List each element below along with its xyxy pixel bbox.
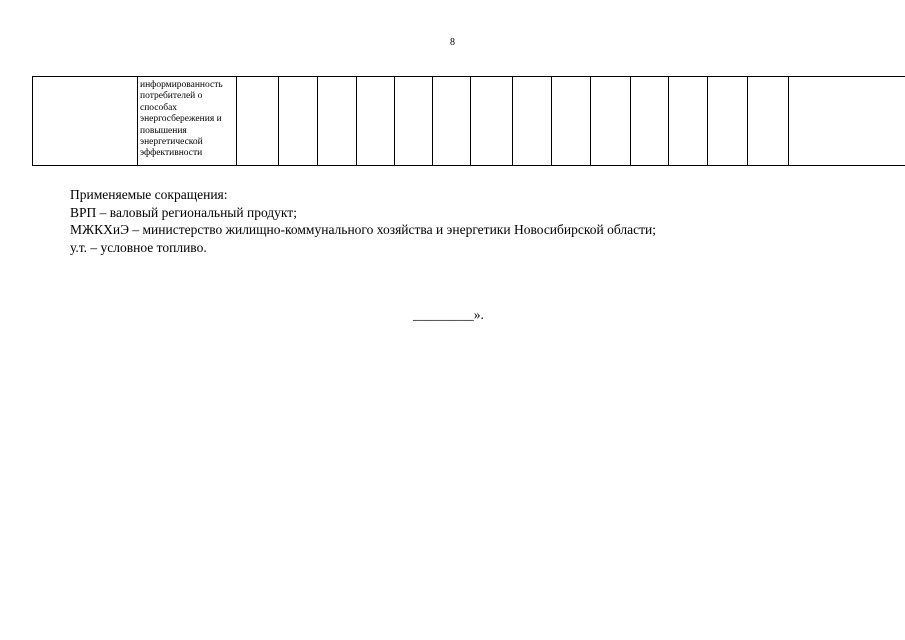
abbreviations-section [70,186,656,256]
abbreviation-item: ВРП – валовый региональный продукт; [70,204,297,220]
indicator-line: эффективности [140,148,203,159]
table-cell [748,77,789,166]
page-number: 8 [450,37,455,48]
table-cell [591,77,631,166]
indicator-line: энергетической [140,137,203,148]
table-cell [631,77,669,166]
table-cell [395,77,433,166]
table-cell [237,77,279,166]
abbreviations-heading: Применяемые сокращения: [70,187,228,202]
abbreviation-item: МЖКХиЭ – министерство жилищно-коммунального хозяйства и энергетики Новосибирской области; [70,222,656,237]
table-cell-notes [789,77,905,166]
table-cell-number [33,77,138,166]
table-cell [279,77,318,166]
table-cell [669,77,708,166]
indicator-line: информированность [140,80,223,90]
indicators-table [32,76,905,166]
table-cell [318,77,357,166]
table-cell [552,77,591,166]
indicator-line: потребителей о [140,91,203,102]
indicator-line: повышения [140,125,187,136]
table-cell [513,77,552,166]
abbreviation-item: у.т. – условное топливо. [70,239,207,255]
indicator-line: энергосбережения и [140,114,222,125]
indicator-line: способах [140,102,178,113]
table-row [33,77,905,166]
table-cell [471,77,513,166]
table-cell-indicator [138,77,237,166]
table-cell [708,77,748,166]
table-cell [433,77,471,166]
table-cell [357,77,395,166]
closing-mark: _________». [413,307,484,322]
indicator-text [138,77,236,160]
indicators-table-continuation [32,76,905,166]
